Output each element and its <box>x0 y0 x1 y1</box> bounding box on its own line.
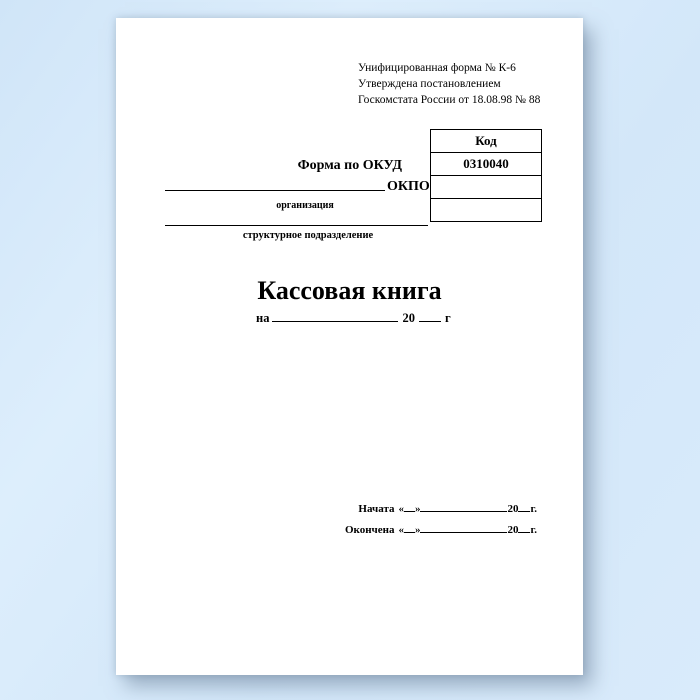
year-blank-line <box>518 531 530 533</box>
close-quote: » <box>414 503 421 515</box>
open-quote: « <box>398 524 404 536</box>
organization-blank-line <box>165 190 385 191</box>
date-year: 20 <box>507 503 519 515</box>
date-year: 20 <box>507 524 519 536</box>
date-started-label: Начата <box>358 503 395 515</box>
day-blank-line <box>404 531 415 533</box>
period-blank-line <box>272 320 398 322</box>
approval-line: Утверждена постановлением <box>358 78 501 90</box>
dates-block <box>345 503 537 545</box>
month-blank-line <box>420 510 507 512</box>
month-blank-line <box>420 531 507 533</box>
date-finished-row <box>345 524 537 536</box>
extra-code-cell-empty <box>431 199 542 222</box>
open-quote: « <box>398 503 404 515</box>
date-year-suffix: г. <box>530 524 537 536</box>
period-year-suffix: г <box>444 311 451 325</box>
approval-block <box>358 60 540 108</box>
approval-line: Унифицированная форма № К-6 <box>358 62 516 74</box>
okud-code-table <box>430 129 542 222</box>
document-title: Кассовая книга <box>257 276 442 305</box>
day-blank-line <box>404 510 415 512</box>
subdivision-caption: структурное подразделение <box>242 230 374 241</box>
date-year-suffix: г. <box>530 503 537 515</box>
date-finished-label: Окончена <box>344 524 395 536</box>
subdivision-blank-line <box>165 225 428 226</box>
period-year-blank <box>419 320 441 322</box>
okud-code-cell: 0310040 <box>431 153 542 176</box>
code-table-header-cell: Код <box>431 130 542 153</box>
date-started-row <box>345 503 537 515</box>
period-line <box>256 312 451 325</box>
approval-line: Госкомстата России от 18.08.98 № 88 <box>358 94 541 106</box>
document-page <box>116 18 583 675</box>
okpo-label: ОКПО <box>387 179 430 194</box>
organization-caption: организация <box>276 200 334 211</box>
period-year: 20 <box>402 311 415 325</box>
close-quote: » <box>414 524 421 536</box>
okpo-code-cell-empty <box>431 176 542 199</box>
year-blank-line <box>518 510 530 512</box>
period-prefix: на <box>256 311 270 325</box>
okud-form-label: Форма по ОКУД <box>297 158 402 173</box>
